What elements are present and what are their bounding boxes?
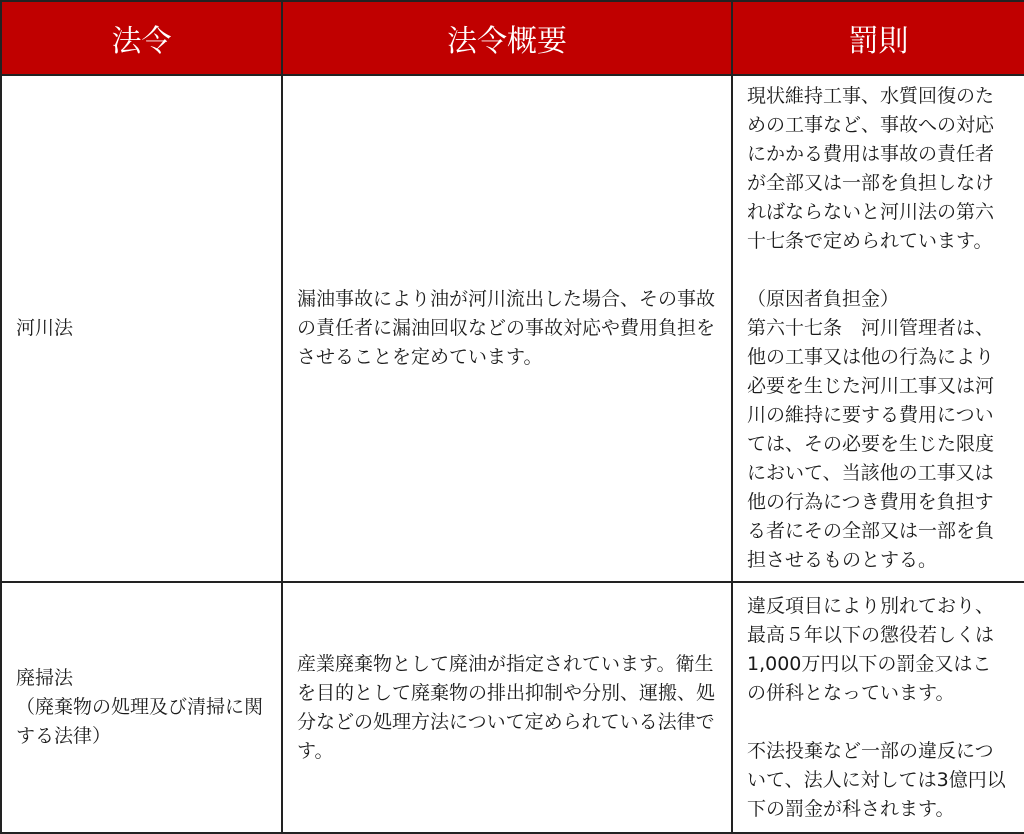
law-summary-cell: 漏油事故により油が河川流出した場合、その事故の責任者に漏油回収などの事故対応や費用負担をさせることを定めています。 [282,75,732,582]
table-row-river-act [1,75,1024,582]
header-law: 法令 [1,1,282,75]
law-penalty-cell: 現状維持工事、水質回復のための工事など、事故への対応にかかる費用は事故の責任者が全部又は一部を負担しなければならないと河川法の第六十七条で定められています。 （原因者負担金） 第六十七条 河川管理者は、他の工事又は他の行為により必要を生じた河川工事又は河川の維持に要する費用については、その必要を生じた限度において、当該他の工事又は他の行為につき費用を負担する者にその全部又は一部を負担させるものとする。 [732,75,1024,582]
law-summary-cell: 産業廃棄物として廃油が指定されています。衛生を目的として廃棄物の排出抑制や分別、運搬、処分などの処理方法について定められている法律です。 [282,582,732,833]
table-header [1,1,1024,75]
law-name-cell: 河川法 [1,75,282,582]
law-penalty-cell: 違反項目により別れており、最高５年以下の懲役若しくは1,000万円以下の罰金又はこの併科となっています。 不法投棄など一部の違反について、法人に対しては3億円以下の罰金が科されます。 [732,582,1024,833]
law-name-cell: 廃掃法 （廃棄物の処理及び清掃に関する法律） [1,582,282,833]
table-body [1,75,1024,833]
table-row-waste-act [1,582,1024,833]
header-summary: 法令概要 [282,1,732,75]
header-penalty: 罰則 [732,1,1024,75]
header-row [1,1,1024,75]
